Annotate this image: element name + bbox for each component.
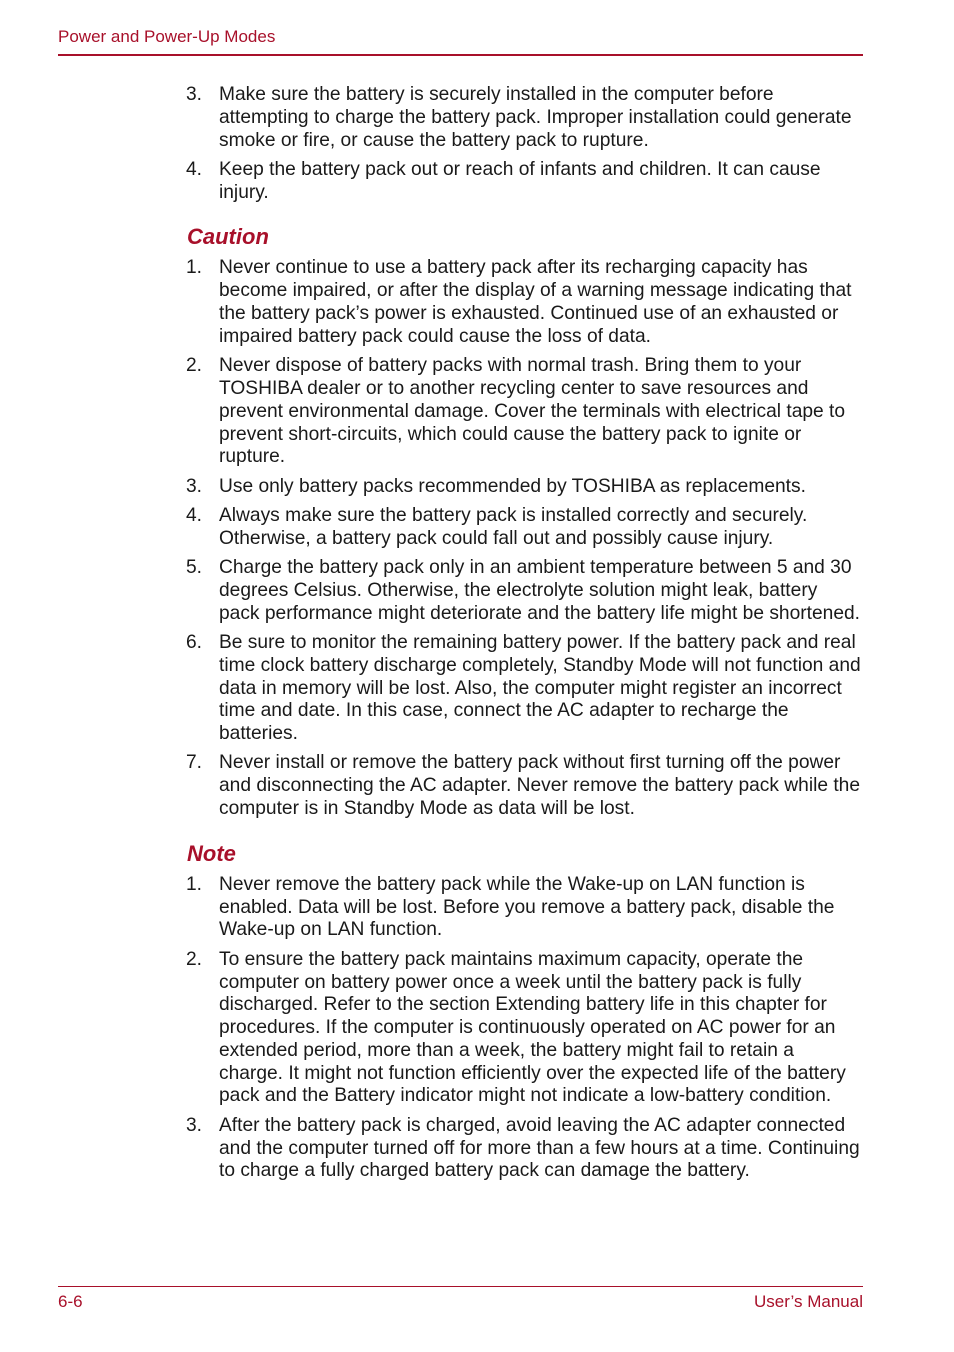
list-item (186, 874, 862, 942)
item-number: 2. (186, 355, 203, 377)
list-item (186, 632, 862, 746)
caution-heading: Caution (187, 224, 269, 250)
item-text: Keep the battery pack out or reach of infants and children. It can cause injury. (219, 158, 821, 203)
note-heading: Note (187, 840, 236, 866)
item-number: 1. (186, 257, 203, 279)
note-list (186, 874, 862, 1183)
item-number: 4. (186, 158, 203, 180)
item-number: 4. (186, 504, 203, 526)
header-rule (58, 54, 863, 56)
item-number: 6. (186, 631, 203, 653)
list-item (186, 355, 862, 469)
caution-list (186, 257, 862, 820)
list-item (186, 84, 862, 152)
footer-title: User’s Manual (754, 1292, 863, 1311)
item-number: 3. (186, 475, 203, 497)
item-text: After the battery pack is charged, avoid leaving the AC adapter connected and the computer turned off for more than a few hours at a time. Continuing to charge a fully charged battery pack can damage the battery. (219, 1114, 860, 1182)
item-text: Charge the battery pack only in an ambient temperature between 5 and 30 degrees Celsius. Otherwise, the electrolyte solution might leak, battery pack performance might deteriorate and the battery life might be shortened. (219, 557, 861, 624)
item-number: 1. (186, 873, 203, 895)
footer-rule (58, 1286, 863, 1287)
list-item (186, 257, 862, 348)
page-content (186, 84, 862, 1190)
list-item (186, 752, 862, 820)
item-number: 7. (186, 752, 203, 774)
list-item (186, 1115, 862, 1183)
item-number: 5. (186, 557, 203, 579)
running-header: Power and Power-Up Modes (58, 27, 276, 46)
page-number: 6-6 (58, 1292, 83, 1311)
list-item (186, 949, 862, 1109)
item-text: Use only battery packs recommended by TOSHIBA as replacements. (219, 475, 806, 497)
item-text: Never install or remove the battery pack without first turning off the power and disconnecting the AC adapter. Never remove the battery pack while the computer is in Standby Mode as data will be lost. (219, 752, 861, 820)
intro-list (186, 84, 862, 204)
item-text: Make sure the battery is securely installed in the computer before attempting to charge the battery pack. Improper installation could generate smoke or fire, or cause the battery pack to rupture. (219, 84, 852, 151)
list-item (186, 557, 862, 625)
item-text: To ensure the battery pack maintains maximum capacity, operate the computer on battery power once a week until the battery pack is fully discharged. Refer to the section Extending battery life in this chapter for procedures. If the computer is continuously operated on AC power for an extended period, more than a week, the battery might fail to retain a charge. It might not function efficiently over the expected life of the battery pack and the Battery indicator might not indicate a low-battery condition. (219, 948, 846, 1107)
item-number: 3. (186, 1114, 203, 1136)
item-number: 2. (186, 948, 203, 970)
item-text: Never dispose of battery packs with normal trash. Bring them to your TOSHIBA dealer or to another recycling center to save resources and prevent environmental damage. Cover the terminals with electrical tape to prevent short-circuits, which could cause the battery pack to ignite or rupture. (219, 355, 846, 468)
item-text: Be sure to monitor the remaining battery power. If the battery pack and real time clock battery discharge completely, Standby Mode will not function and data in memory will be lost. Also, the computer might register an incorrect time and date. In this case, connect the AC adapter to recharge the batteries. (219, 631, 861, 745)
item-text: Never remove the battery pack while the Wake-up on LAN function is enabled. Data will be lost. Before you remove a battery pack, disable the Wake-up on LAN function. (219, 873, 835, 941)
item-text: Always make sure the battery pack is installed correctly and securely. Otherwise, a battery pack could fall out and possibly cause injury. (219, 504, 808, 549)
list-item (186, 505, 862, 551)
list-item (186, 159, 862, 205)
item-number: 3. (186, 84, 203, 105)
item-text: Never continue to use a battery pack after its recharging capacity has become impaired, or after the display of a warning message indicating that the battery pack’s power is exhausted. Continued use of an exhausted or impaired battery pack could cause the loss of data. (219, 257, 852, 347)
list-item (186, 476, 862, 499)
